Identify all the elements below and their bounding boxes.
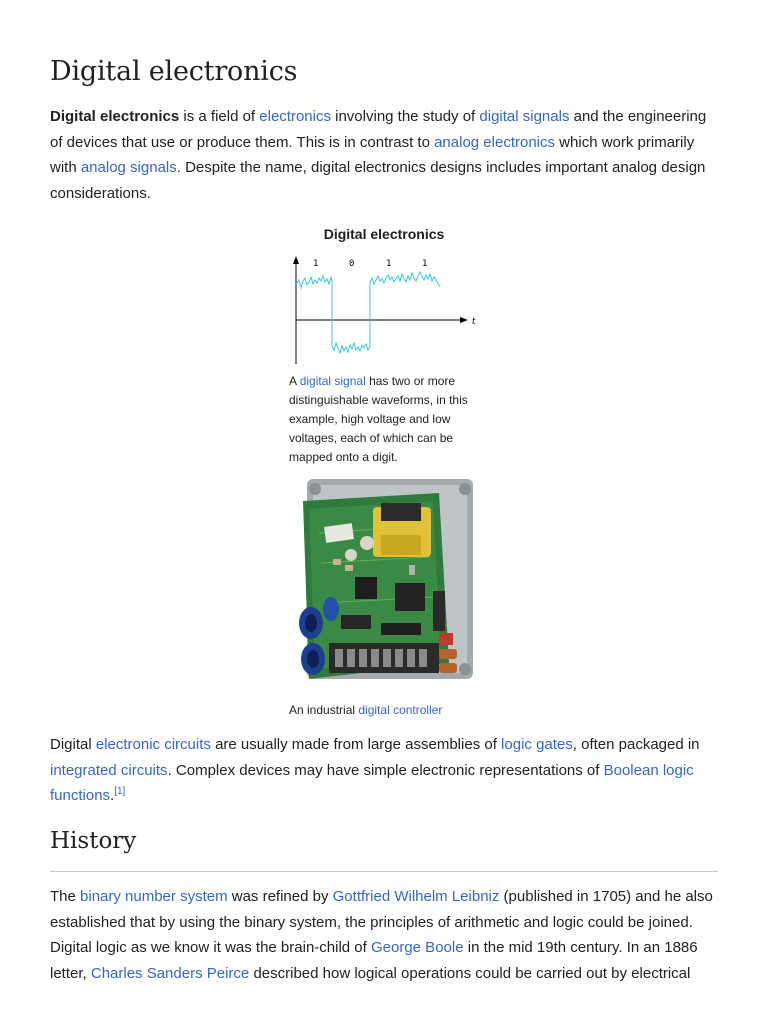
history-text: was refined by — [227, 888, 333, 905]
intro-text: . Despite the name, digital electronics designs includes important analog design considerations. — [50, 159, 706, 202]
citation-ref[interactable]: [1] — [114, 786, 126, 797]
link-electronics[interactable]: electronics — [259, 108, 331, 125]
figure-caption-controller — [289, 701, 483, 720]
link-analog-electronics[interactable]: analog electronics — [434, 133, 556, 151]
section-divider — [50, 871, 718, 872]
link-digital-signal[interactable]: digital signal — [299, 374, 366, 388]
intro-text: which work primarily with — [50, 133, 695, 176]
bit-label: 1 — [313, 259, 319, 269]
link-boolean-logic-functions[interactable]: Boolean logic functions — [50, 761, 694, 804]
link-digital-controller[interactable]: digital controller — [358, 703, 443, 717]
body-text: . Complex devices may have simple electronic representations of — [167, 761, 604, 779]
intro-text: is a field of — [179, 108, 260, 125]
history-text: in the mid 19th century. In an 1886 letter, — [50, 939, 698, 982]
history-text: described how logical operations could be carried out by electrical — [249, 964, 691, 982]
caption-text: has two or more distinguishable waveforms, in this example, high voltage and low voltages, each of which can be mapped onto a digit. — [289, 374, 468, 464]
body-paragraph — [50, 732, 718, 809]
figure-caption-signal — [289, 372, 483, 467]
link-george-boole[interactable]: George Boole — [370, 939, 464, 956]
link-charles-sanders-peirce[interactable]: Charles Sanders Peirce — [90, 964, 250, 982]
caption-text: An industrial — [289, 703, 359, 717]
signal-waveform — [296, 272, 440, 353]
link-integrated-circuits[interactable]: integrated circuits — [50, 761, 168, 779]
link-leibniz[interactable]: Gottfried Wilhelm Leibniz — [332, 888, 500, 905]
intro-text: involving the study of — [330, 108, 480, 125]
bit-label: 1 — [422, 259, 428, 269]
body-text: . — [110, 787, 115, 804]
digital-controller-photo[interactable] — [289, 473, 479, 697]
body-text: are usually made from large assemblies of — [210, 736, 502, 753]
bit-label: 1 — [386, 259, 392, 269]
link-logic-gates[interactable]: logic gates — [501, 736, 573, 753]
link-electronic-circuits[interactable]: electronic circuits — [95, 736, 211, 753]
intro-paragraph — [50, 104, 718, 206]
link-binary-number-system[interactable]: binary number system — [80, 888, 228, 905]
page-title: Digital electronics — [50, 56, 298, 87]
bit-label: 0 — [349, 259, 355, 269]
section-heading-history: History — [50, 828, 137, 854]
intro-text: and the engineering of devices that use or produce them. This is in contrast to — [50, 108, 707, 151]
infobox-title: Digital electronics — [323, 226, 445, 242]
intro-bold-term: Digital electronics — [50, 108, 180, 125]
x-axis-arrow — [460, 317, 468, 323]
y-axis-arrow — [293, 256, 299, 264]
history-text: (published in 1705) and he also established that by using the binary system, the principles of arithmetic and logic could be joined. Digital logic as we know it was the brain-child of — [50, 888, 713, 956]
link-digital-signals[interactable]: digital signals — [479, 108, 570, 125]
history-paragraph — [50, 884, 718, 986]
body-text: , often packaged in — [572, 736, 700, 753]
caption-text: A — [289, 374, 300, 388]
x-axis-label: t — [472, 317, 476, 327]
link-analog-signals[interactable]: analog signals — [80, 159, 177, 176]
infobox — [286, 226, 482, 717]
body-text: Digital — [50, 736, 96, 753]
history-text: The — [50, 888, 81, 905]
digital-signal-figure[interactable] — [286, 254, 482, 366]
